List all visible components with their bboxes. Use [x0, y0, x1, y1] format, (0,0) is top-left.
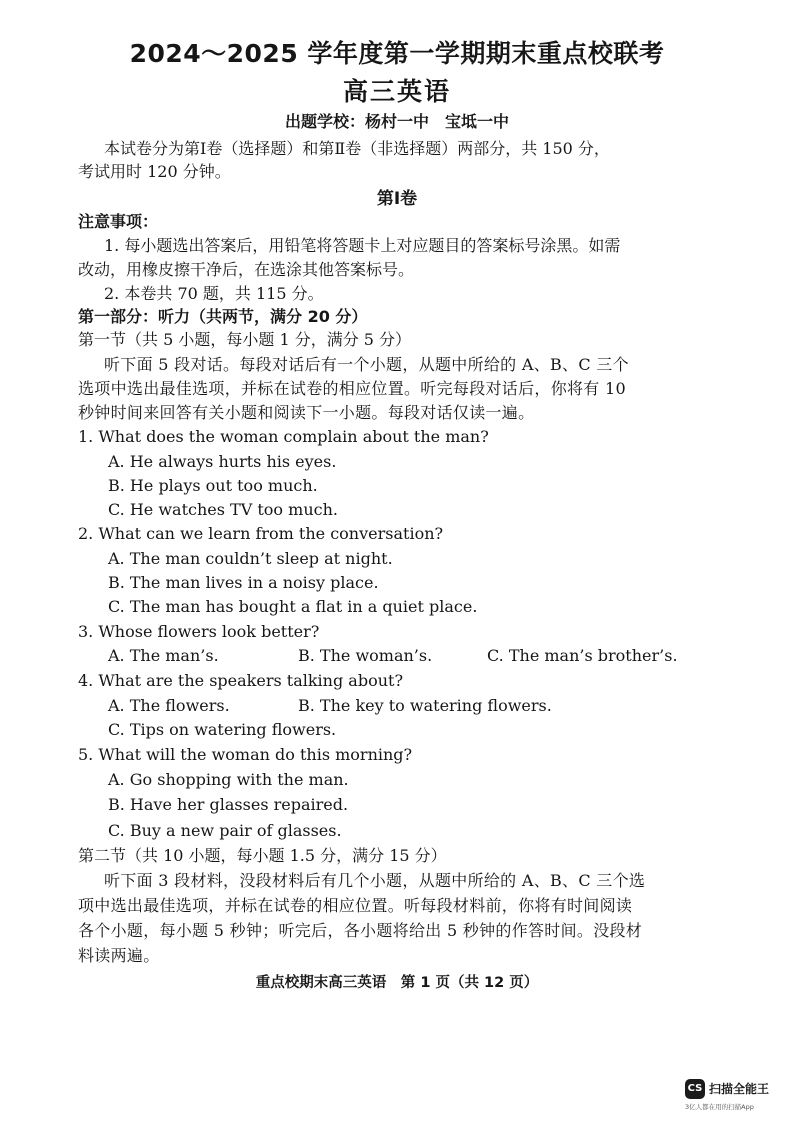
question-4-option-c: C. Tips on watering flowers. [108, 720, 337, 739]
section2-instruction-3: 各个小题，每小题 5 秒钟；听完后，各小题将给出 5 秒钟的作答时间。没段材 [78, 921, 643, 940]
question-1: 1. What does the woman complain about the man? [78, 427, 489, 446]
exam-subtitle: 高三英语 [342, 77, 451, 106]
camscanner-logo-icon: CS [685, 1079, 705, 1099]
question-1-option-b: B. He plays out too much. [108, 476, 318, 495]
scanner-watermark [685, 1079, 785, 1119]
question-5: 5. What will the woman do this morning? [78, 745, 413, 764]
question-3-option-a: A. The man’s. [108, 646, 219, 665]
question-1-option-a: A. He always hurts his eyes. [108, 452, 337, 471]
question-2-option-b: B. The man lives in a noisy place. [108, 573, 379, 592]
notes-heading: 注意事项： [78, 212, 159, 231]
question-3: 3. Whose flowers look better? [78, 622, 320, 641]
section2-heading: 第二节（共 10 小题，每小题 1.5 分，满分 15 分） [78, 846, 447, 865]
section2-instruction-2: 项中选出最佳选项，并标在试卷的相应位置。听每段材料前，你将有时间阅读 [78, 896, 633, 915]
question-5-option-b: B. Have her glasses repaired. [108, 795, 349, 814]
volume-heading: 第Ⅰ卷 [376, 189, 418, 209]
section1-heading: 第一节（共 5 小题，每小题 1 分，满分 5 分） [78, 330, 412, 349]
question-2-option-c: C. The man has bought a flat in a quiet place. [108, 597, 478, 616]
section1-instruction-1: 听下面 5 段对话。每段对话后有一个小题，从题中所给的 A、B、C 三个 [104, 355, 629, 374]
section2-instruction-1: 听下面 3 段材料，没段材料后有几个小题，从题中所给的 A、B、C 三个选 [104, 871, 646, 890]
part1-heading: 第一部分：听力（共两节，满分 20 分） [78, 307, 368, 326]
section2-instruction-4: 料读两遍。 [78, 946, 160, 965]
question-4-option-a: A. The flowers. [108, 696, 230, 715]
question-3-option-c: C. The man’s brother’s. [487, 646, 678, 665]
watermark-app-name: 扫描全能王 [709, 1082, 770, 1096]
section1-instruction-3: 秒钟时间来回答有关小题和阅读下一小题。每段对话仅读一遍。 [78, 403, 535, 422]
question-5-option-c: C. Buy a new pair of glasses. [108, 821, 342, 840]
question-4-option-b: B. The key to watering flowers. [298, 696, 552, 715]
exam-title: 2024～2025 学年度第一学期期末重点校联考 [129, 39, 665, 68]
question-1-option-c: C. He watches TV too much. [108, 500, 338, 519]
question-4: 4. What are the speakers talking about? [78, 671, 404, 690]
notes-item-1-line-1: 1. 每小题选出答案后，用铅笔将答题卡上对应题目的答案标号涂黑。如需 [104, 236, 621, 255]
notes-item-1-line-2: 改动，用橡皮擦干净后，在选涂其他答案标号。 [78, 260, 415, 279]
page-footer: 重点校期末高三英语 第 1 页（共 12 页） [255, 975, 539, 991]
watermark-tagline: 3亿人都在用的扫描App [685, 1103, 754, 1111]
intro-line-1: 本试卷分为第Ⅰ卷（选择题）和第Ⅱ卷（非选择题）两部分，共 150 分， [104, 139, 610, 158]
question-5-option-a: A. Go shopping with the man. [108, 770, 349, 789]
intro-line-2: 考试用时 120 分钟。 [78, 162, 231, 181]
question-3-option-b: B. The woman’s. [298, 646, 433, 665]
setter-schools: 出题学校：杨村一中 宝坻一中 [284, 112, 509, 131]
section1-instruction-2: 选项中选出最佳选项，并标在试卷的相应位置。听完每段对话后，你将有 10 [78, 379, 626, 398]
question-2-option-a: A. The man couldn’t sleep at night. [108, 549, 393, 568]
question-2: 2. What can we learn from the conversation? [78, 524, 444, 543]
notes-item-2: 2. 本卷共 70 题，共 115 分。 [104, 284, 324, 303]
